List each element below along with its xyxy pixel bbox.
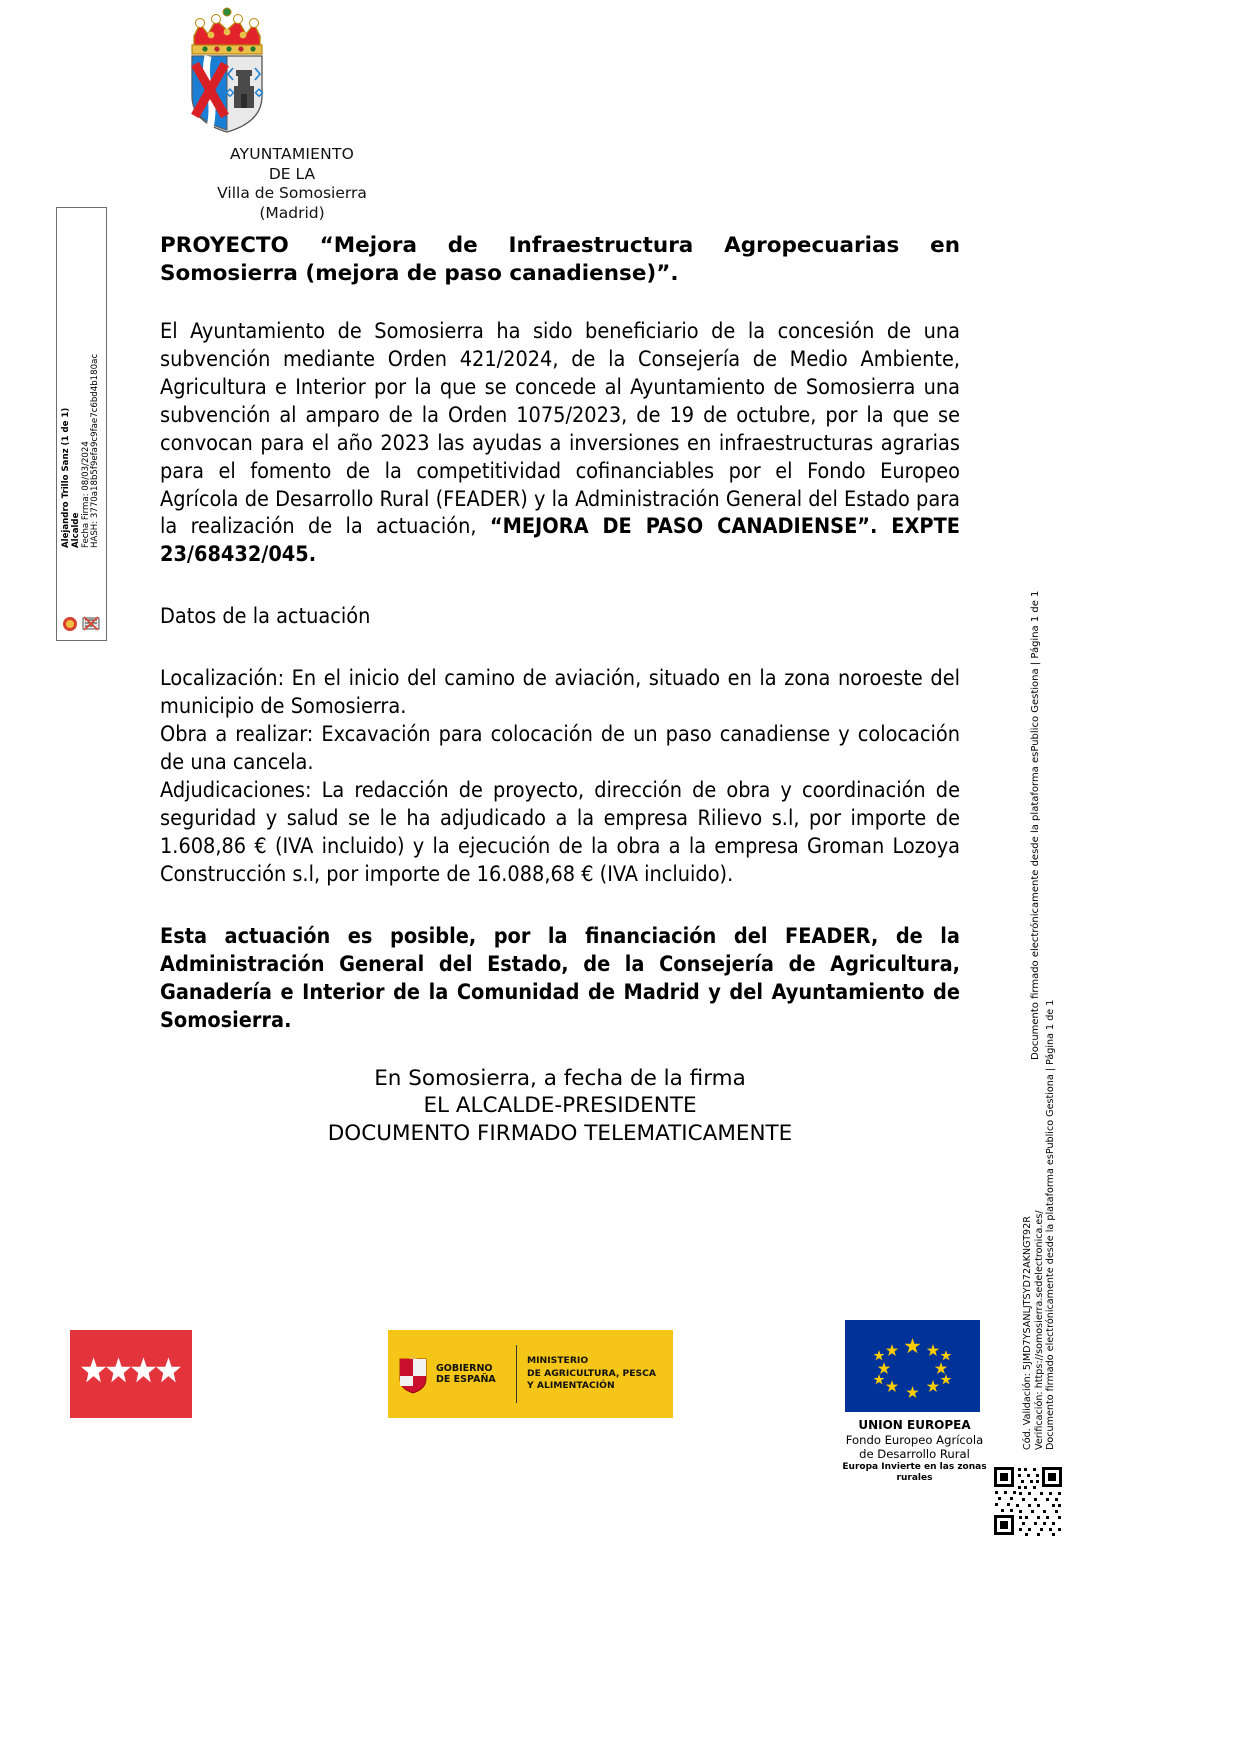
comunidad-de-madrid-logo [70,1330,192,1418]
ministerio-line-2: DE AGRICULTURA, PESCA [527,1367,657,1379]
localizacion-paragraph: Localización: En el inicio del camino de aviación, situado en la zona noroeste del municipio de Somosierra. [160,666,960,720]
signature-icons [61,612,102,634]
closing-line-1: En Somosierra, a fecha de la firma [374,1065,746,1091]
financing-statement: Esta actuación es posible, por la financiación del FEADER, de la Administración General del Estado, de la Consejería de Agricultura, Ganadería e Interior de la Comunidad de Madrid y del Ayuntamiento de Somosierra. [160,923,960,1033]
eu-line-3: Europa Invierte en las zonas rurales [842,1461,987,1483]
page-indicator: Documento firmado electrónicamente desde la plataforma esPublico Gestiona | Página 1 de 1 [1030,590,1041,1060]
header-line-3: Villa de Somosierra [217,184,367,203]
header-line-4: (Madrid) [259,203,325,222]
validation-block [1022,1000,1057,1450]
qr-code [992,1465,1064,1537]
header-line-2: DE LA [268,164,316,183]
signer-name: Alejandro Trillo Sanz (1 de 1) [60,407,71,548]
intro-paragraph [160,318,960,569]
gobierno-de-espana-logo [388,1330,673,1418]
organization-header [152,145,432,223]
european-union-flag [845,1320,980,1412]
electronic-signature-note: Documento firmado electrónicamente desde la plataforma esPublico Gestiona | Página 1 de 1 [1045,999,1057,1450]
spain-coat-of-arms-icon [396,1353,430,1395]
project-reference: “MEJORA DE PASO CANADIENSE”. EXPTE 23/68432/045. [160,514,961,568]
intro-paragraph-text: El Ayuntamiento de Somosierra ha sido beneficiario de la concesión de una subvención mediante Orden 421/2024, de la Consejería de Medio Ambiente, Agricultura e Interior por la que se concede al Ayuntamiento de Somosierra una subvención al amparo de la Orden 1075/2023, de 19 de octubre, por la que se convocan para el año 2023 las ayudas a inversiones en infraestructuras agrarias para el fomento de la competitividad cofinanciables por el Fondo Europeo Agrícola de Desarrollo Rural (FEADER) y la Administración General del Estado para la realización de la actuación, [160,318,960,540]
header-line-1: AYUNTAMIENTO [229,145,355,163]
closing-line-2: EL ALCALDE-PRESIDENTE [423,1093,697,1119]
adjudicaciones-paragraph: Adjudicaciones: La redacción de proyecto, dirección de obra y coordinación de seguridad y salud se le ha adjudicado a la empresa Rilievo s.l, por importe de 1.608,86 € (IVA incluido) y la ejecución de la obra a la empresa Groman Lozoya Construcción s.l, por importe de 16.088,68 € (IVA incluido). [160,778,960,887]
coat-of-arms-icon [170,4,285,134]
document-title: PROYECTO “Mejora de Infraestructura Agropecuarias en Somosierra (mejora de paso canadiense)”. [160,233,960,286]
closing-line-3: DOCUMENTO FIRMADO TELEMATICAMENTE [327,1121,793,1147]
closing-block [160,1065,960,1149]
eu-caption [832,1418,997,1484]
document-body [160,232,960,1148]
verification-url: Verificación: https://somosierra.sedelectronica.es/ [1033,1210,1045,1450]
validation-code: Cód. Validación: 5JMD7YSANLJTSYD72AKNGT92R [1022,1216,1033,1450]
gobierno-line-1: GOBIERNO [436,1362,493,1374]
eu-title: UNION EUROPEA [858,1418,971,1432]
gobierno-line-2: DE ESPAÑA [436,1374,496,1385]
signature-hash: HASH: 3770a18b5f9efa9c9fae7c6bd4b180ac [90,353,101,548]
signer-role: Alcalde [70,512,81,548]
signature-date: Fecha Firma: 08/03/2024 [80,441,91,548]
section-heading-datos: Datos de la actuación [160,604,371,630]
ministerio-line-1: MINISTERIO [527,1355,589,1367]
eu-line-2: de Desarrollo Rural [859,1447,970,1462]
obra-paragraph: Obra a realizar: Excavación para colocación de un paso canadiense y colocación de una cancela. [160,722,960,776]
ministerio-line-3: Y ALIMENTACIÓN [527,1380,615,1392]
signature-stamp-text [57,208,106,640]
eu-line-1: Fondo Europeo Agrícola [845,1432,984,1447]
signature-stamp-box [56,207,107,641]
